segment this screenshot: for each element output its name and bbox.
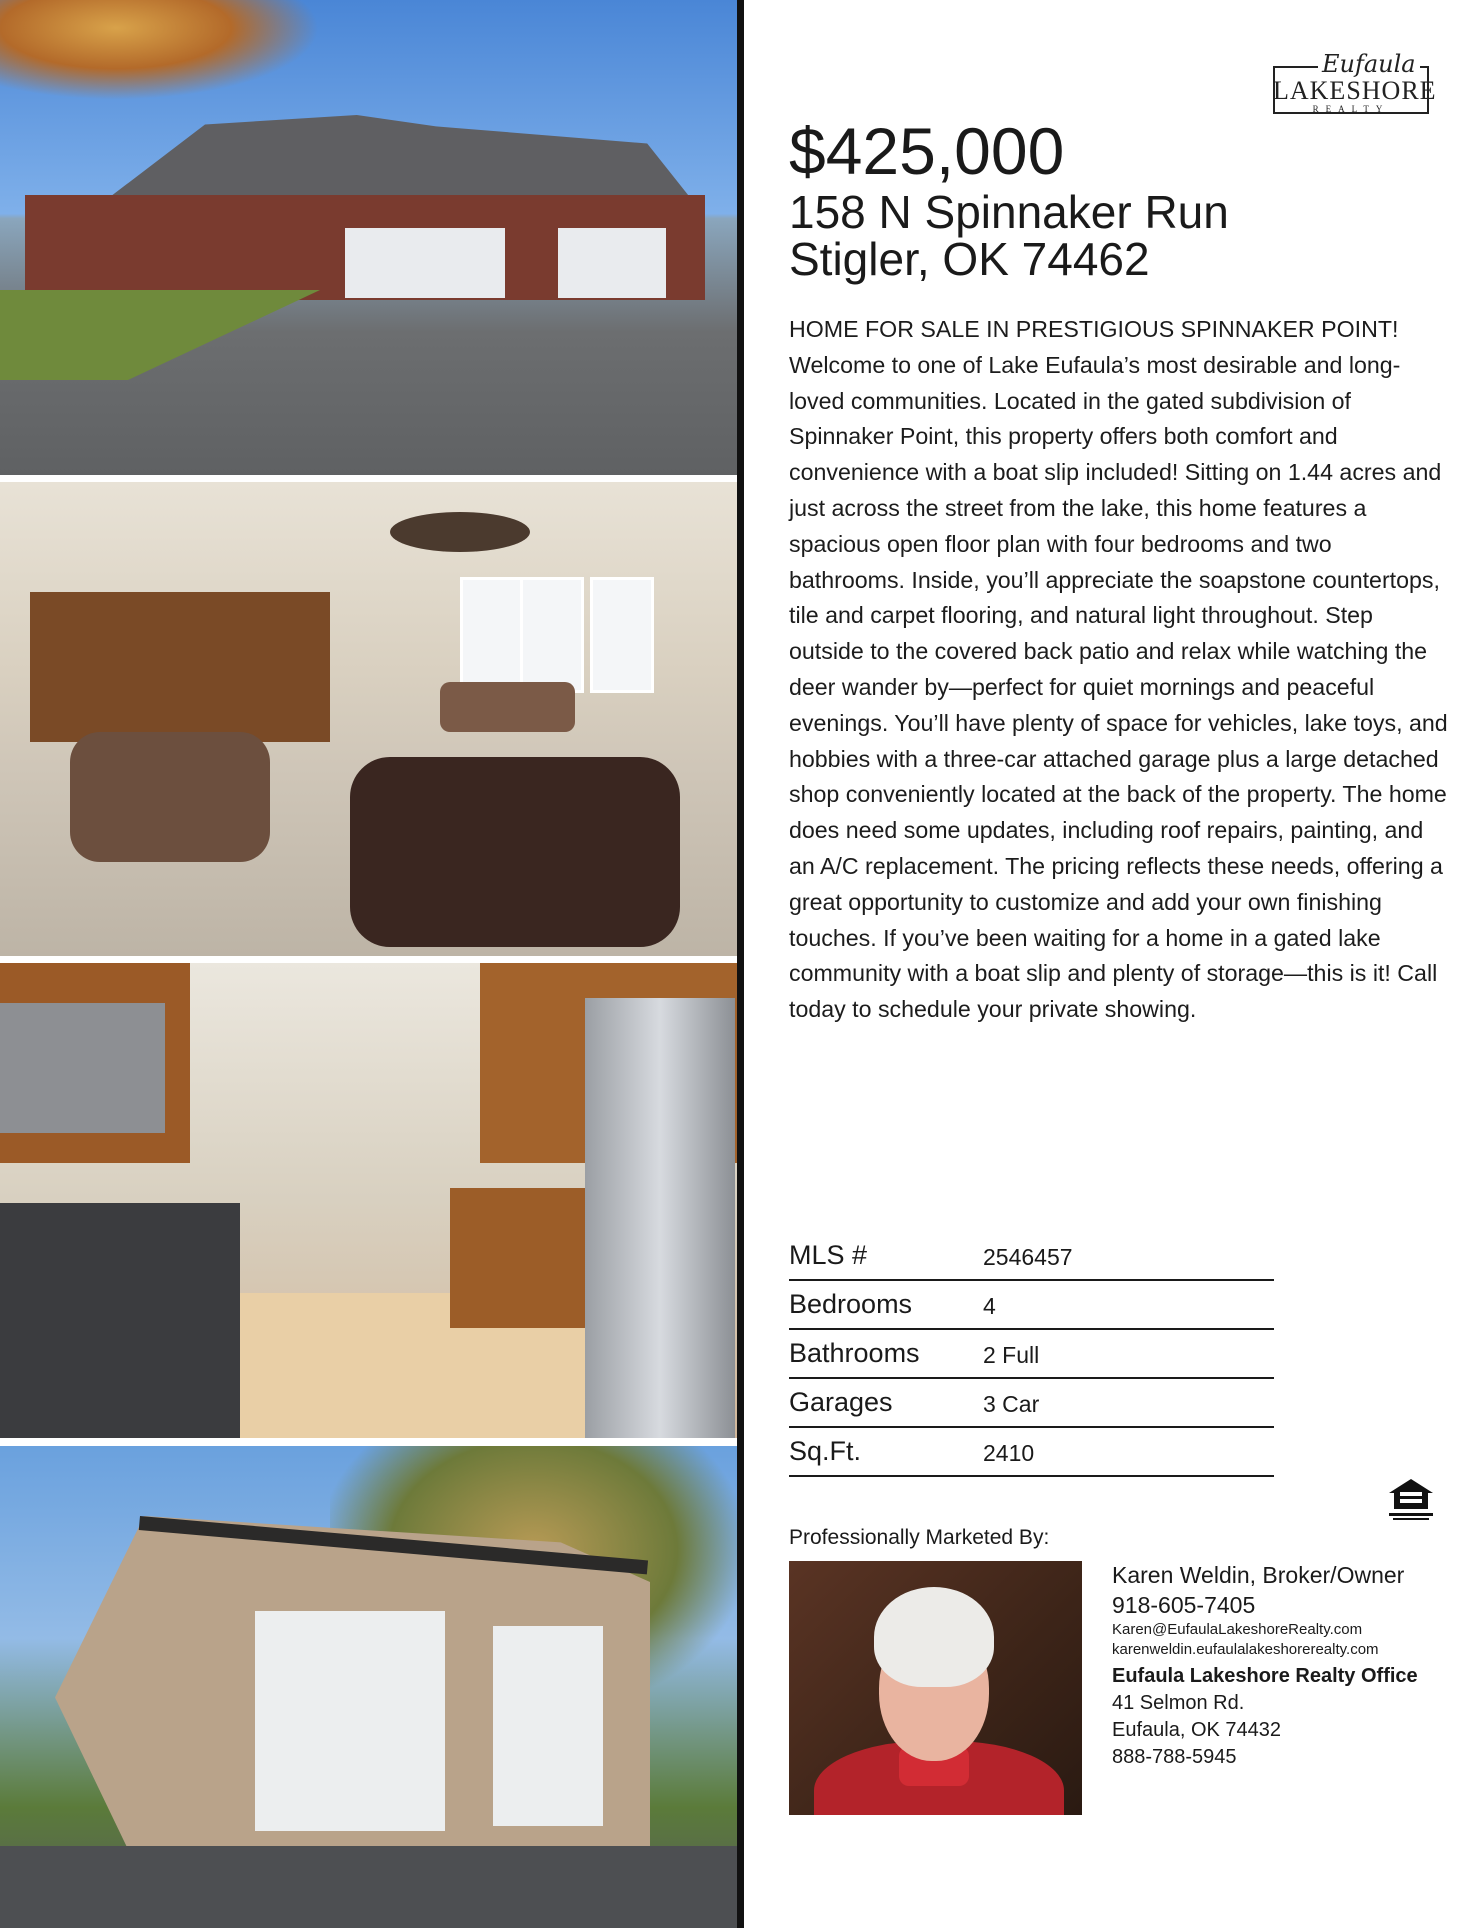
agent-name: Karen Weldin, Broker/Owner xyxy=(1112,1562,1405,1588)
address-line-1: 158 N Spinnaker Run xyxy=(789,186,1229,238)
listing-price: $425,000 xyxy=(789,114,1065,188)
photo-column xyxy=(0,0,737,1928)
office-name: Eufaula Lakeshore Realty Office xyxy=(1112,1665,1418,1687)
living-room-photo[interactable] xyxy=(0,482,737,956)
property-facts xyxy=(789,1232,1274,1477)
column-divider xyxy=(737,0,744,1928)
fact-row-mls xyxy=(789,1232,1274,1281)
fact-label: Bedrooms xyxy=(789,1289,913,1319)
shop-photo[interactable] xyxy=(0,1446,737,1928)
kitchen-photo[interactable] xyxy=(0,963,737,1438)
fact-label: Garages xyxy=(789,1387,893,1417)
fact-row-bedrooms xyxy=(789,1281,1274,1330)
agent-contact xyxy=(1112,1560,1462,1771)
agent-photo xyxy=(789,1561,1082,1815)
address-line-2: Stigler, OK 74462 xyxy=(789,233,1150,285)
fact-value: 3 Car xyxy=(983,1391,1040,1417)
fact-value: 2 Full xyxy=(983,1342,1040,1368)
fact-label: Sq.Ft. xyxy=(789,1436,862,1466)
equal-housing-opportunity-icon xyxy=(1387,1477,1435,1523)
office-city: Eufaula, OK 74432 xyxy=(1112,1719,1282,1741)
brand-logo[interactable] xyxy=(1273,50,1437,116)
marketed-by-label: Professionally Marketed By: xyxy=(789,1526,1050,1549)
logo-main: LAKESHORE xyxy=(1273,76,1437,105)
fact-value: 2410 xyxy=(983,1440,1035,1466)
fact-row-bathrooms xyxy=(789,1330,1274,1379)
exterior-photo[interactable] xyxy=(0,0,737,475)
fact-label: MLS # xyxy=(789,1240,868,1270)
office-street: 41 Selmon Rd. xyxy=(1112,1692,1245,1714)
agent-phone-link[interactable]: 918-605-7405 xyxy=(1112,1592,1256,1618)
logo-sub: REALTY xyxy=(1312,104,1390,114)
agent-email-link[interactable]: Karen@EufaulaLakeshoreRealty.com xyxy=(1112,1621,1363,1638)
fact-value: 4 xyxy=(983,1293,996,1319)
listing-address xyxy=(789,186,1229,285)
fact-value: 2546457 xyxy=(983,1244,1073,1270)
listing-description: HOME FOR SALE IN PRESTIGIOUS SPINNAKER POINT! Welcome to one of Lake Eufaula’s most desirable and long-loved communities. Located in the gated subdivision of Spinnaker Point, this property offers both comfort and convenience with a boat slip included! Sitting on 1.44 acres and just across the street from the lake, this home features a spacious open floor plan with four bedrooms and two bathrooms. Inside, you’ll appreciate the soapstone countertops, tile and carpet flooring, and natural light throughout. Step outside to the covered back patio and relax while watching the deer wander by—perfect for quiet mornings and peaceful evenings. You’ll have plenty of space for vehicles, lake toys, and hobbies with a three-car attached garage plus a large detached shop conveniently located at the back of the property. The home does need some updates, including roof repairs, painting, and an A/C replacement. The pricing reflects these needs, offering a great opportunity to customize and add your own finishing touches. If you’ve been waiting for a home in a gated lake community with a boat slip and plenty of storage—this is it! Call today to schedule your private showing. xyxy=(789,316,1448,1023)
fact-row-garages xyxy=(789,1379,1274,1428)
fact-label: Bathrooms xyxy=(789,1338,920,1368)
office-phone-link[interactable]: 888-788-5945 xyxy=(1112,1746,1237,1768)
agent-website-link[interactable]: karenweldin.eufaulalakeshorerealty.com xyxy=(1112,1641,1379,1658)
logo-script: Eufaula xyxy=(1318,50,1420,78)
listing-content xyxy=(744,0,1483,1928)
fact-row-sqft xyxy=(789,1428,1274,1477)
